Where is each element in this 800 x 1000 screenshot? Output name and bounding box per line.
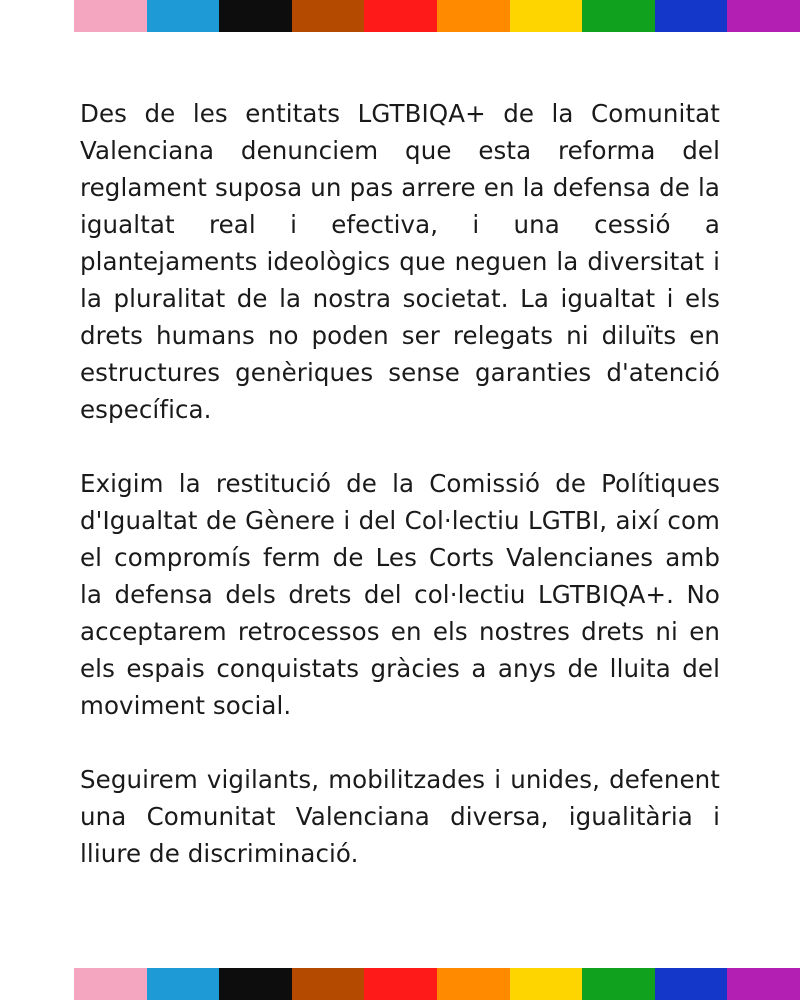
stripe-segment: [510, 0, 583, 32]
stripe-segment: [292, 968, 365, 1000]
stripe-segment: [74, 0, 147, 32]
stripe-segment: [292, 0, 365, 32]
paragraph-3: Seguirem vigilants, mobilitzades i unides, defenent una Comunitat Valenciana diversa, igualitària i lliure de discriminació.: [80, 765, 720, 868]
stripe-segment: [437, 0, 510, 32]
stripe-segment: [364, 0, 437, 32]
stripe-segment: [582, 0, 655, 32]
stripe-segment: [727, 968, 800, 1000]
statement-body: [80, 95, 720, 872]
stripe-segment: [147, 0, 220, 32]
top-color-stripe: [74, 0, 800, 32]
stripe-segment: [655, 0, 728, 32]
paragraph-1: Des de les entitats LGTBIQA+ de la Comunitat Valenciana denunciem que esta reforma del reglament suposa un pas arrere en la defensa de la igualtat real i efectiva, i una cessió a plantejaments ideològics que neguen la diversitat i la pluralitat de la nostra societat. La igualtat i els drets humans no poden ser relegats ni diluïts en estructures genèriques sense garanties d'atenció específica.: [80, 99, 720, 424]
stripe-segment: [219, 968, 292, 1000]
stripe-segment: [510, 968, 583, 1000]
stripe-segment: [147, 968, 220, 1000]
stripe-segment: [364, 968, 437, 1000]
stripe-segment: [437, 968, 510, 1000]
paragraph-2: Exigim la restitució de la Comissió de Polítiques d'Igualtat de Gènere i del Col·lectiu LGTBI, així com el compromís ferm de Les Corts Valencianes amb la defensa dels drets del col·lectiu LGTBIQA+. No acceptarem retrocessos en els nostres drets ni en els espais conquistats gràcies a anys de lluita del moviment social.: [80, 469, 720, 720]
stripe-segment: [655, 968, 728, 1000]
stripe-segment: [74, 968, 147, 1000]
stripe-segment: [219, 0, 292, 32]
stripe-segment: [727, 0, 800, 32]
stripe-segment: [582, 968, 655, 1000]
bottom-color-stripe: [74, 968, 800, 1000]
